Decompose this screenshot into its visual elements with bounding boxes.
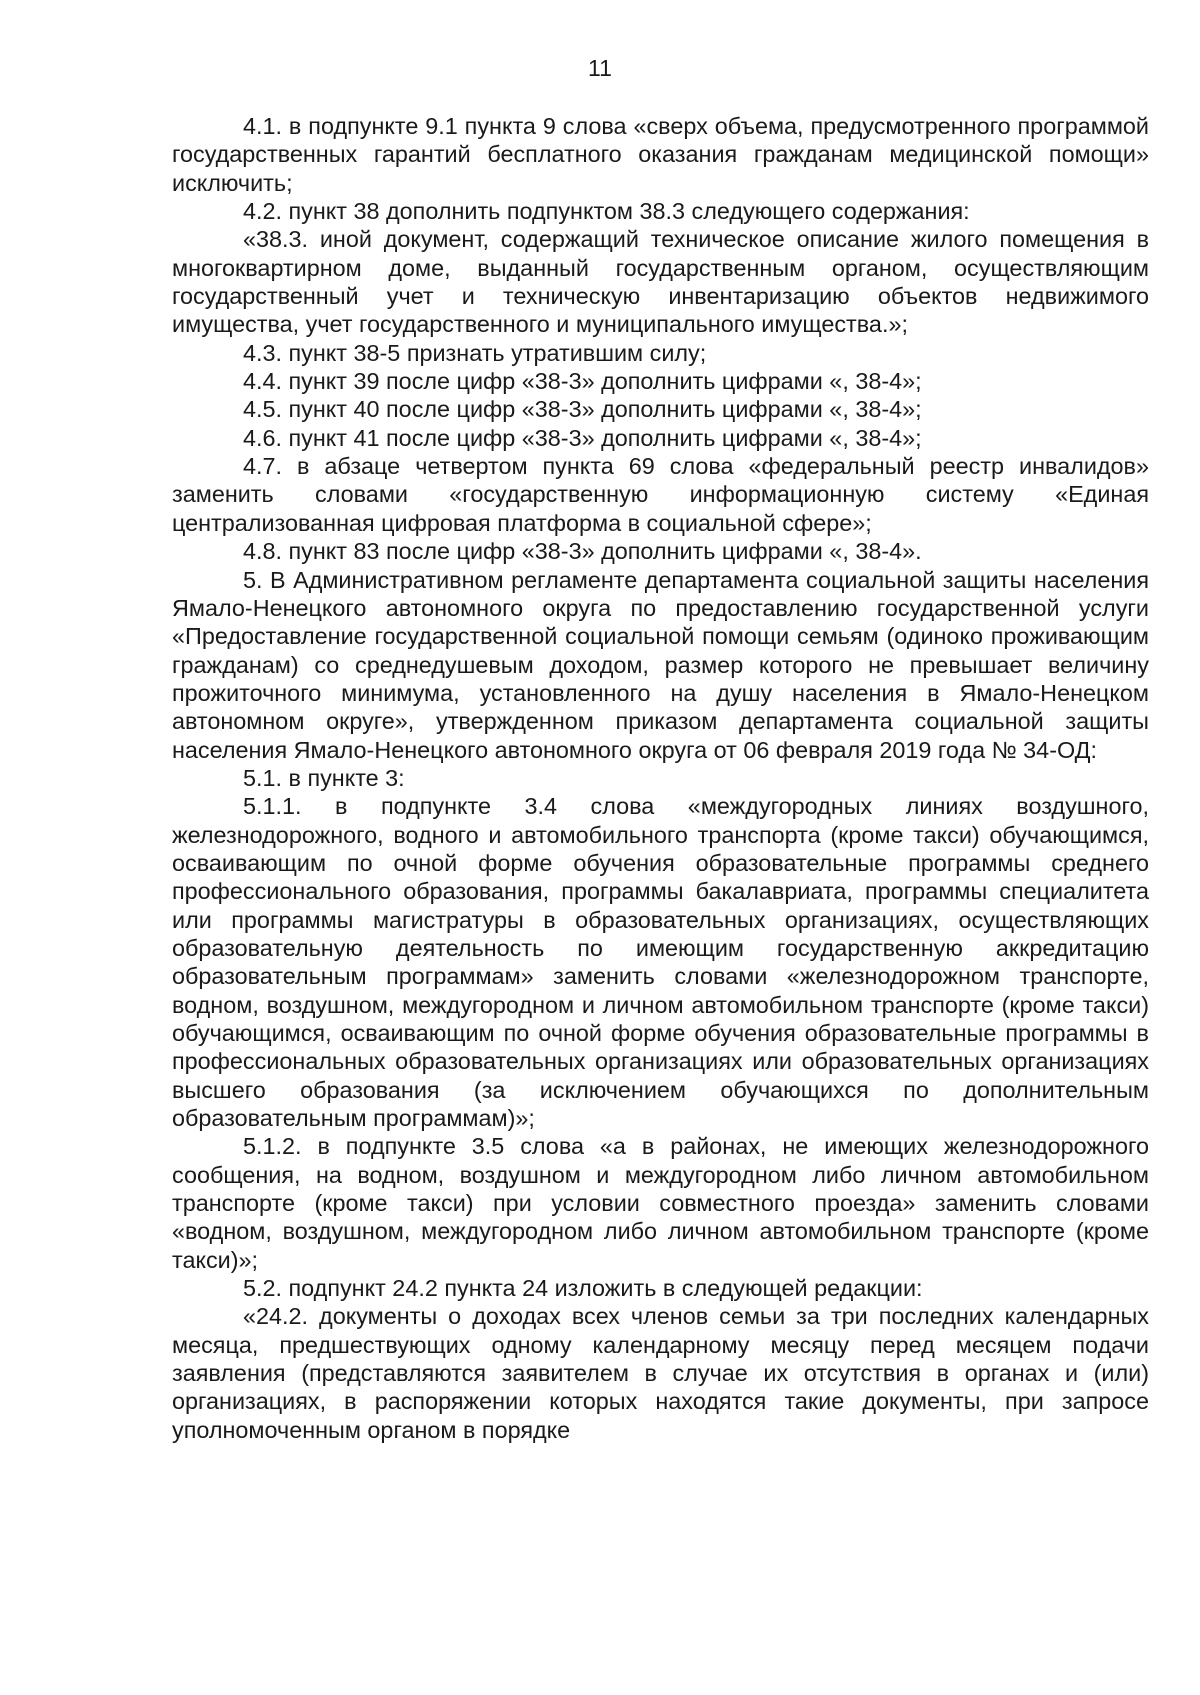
paragraph-4-3: 4.3. пункт 38-5 признать утратившим силу; [243,339,707,366]
paragraph-4-8: 4.8. пункт 83 после цифр «38-3» дополнить цифрами «, 38-4». [243,538,922,565]
paragraph-4-2: 4.2. пункт 38 дополнить подпунктом 38.3 следующего содержания: [243,198,970,225]
paragraph-24-2-quote: «24.2. документы о доходах всех членов семьи за три последних календарных месяца, предшествующих одному календарному месяцу перед месяцем подачи заявления (представляются заявителем в случае их отсутствия в органах и (или) организациях, в распоряжении которых находятся такие документы, при запросе уполномоченным органом в порядке [172,1303,1149,1443]
paragraph-4-6: 4.6. пункт 41 после цифр «38-3» дополнить цифрами «, 38-4»; [243,424,922,451]
page-number: 11 [588,55,612,81]
paragraph-5-1-2: 5.1.2. в подпункте 3.5 слова «а в районах, не имеющих железнодорожного сообщения, на водном, воздушном и междугородном либо личном автомобильном транспорте (кроме такси) при условии совместного проезда» заменить словами «водном, воздушном, междугородном либо личном автомобильном транспорте (кроме такси)»; [172,1133,1149,1273]
paragraph-5-2: 5.2. подпункт 24.2 пункта 24 изложить в следующей редакции: [243,1275,923,1302]
paragraph-5-1: 5.1. в пункте 3: [243,764,405,791]
paragraph-4-4: 4.4. пункт 39 после цифр «38-3» дополнить цифрами «, 38-4»; [243,368,922,395]
paragraph-5-1-1: 5.1.1. в подпункте 3.4 слова «междугородных линиях воздушного, железнодорожного, водного и автомобильного транспорта (кроме такси) обучающимся, осваивающим по очной форме обучения образовательные программы среднего профессионального образования, программы бакалавриата, программы специалитета или программы магистратуры в образовательных организациях, осуществляющих образовательную деятельность по имеющим государственную аккредитацию образовательным программам» заменить словами «железнодорожном транспорте, водном, воздушном, междугородном и личном автомобильном транспорте (кроме такси) обучающимся, осваивающим по очной форме обучения образовательные программы в профессиональных образовательных организациях или образовательных организациях высшего образования (за исключением обучающихся по дополнительным образовательным программам)»; [172,793,1149,1132]
paragraph-4-1: 4.1. в подпункте 9.1 пункта 9 слова «сверх объема, предусмотренного программой государственных гарантий бесплатного оказания гражданам медицинской помощи» исключить; [172,113,1149,196]
paragraph-5: 5. В Административном регламенте департамента социальной защиты населения Ямало-Ненецкого автономного округа по предоставлению государственной услуги «Предоставление государственной социальной помощи семьям (одиноко проживающим гражданам) со среднедушевым доходом, размер которого не превышает величину прожиточного минимума, установленного на душу населения в Ямало-Ненецком автономном округе», утвержденном приказом департамента социальной защиты населения Ямало-Ненецкого автономного округа от 06 февраля 2019 года № 34-ОД: [172,566,1149,763]
paragraph-4-7: 4.7. в абзаце четвертом пункта 69 слова «федеральный реестр инвалидов» заменить словами «государственную информационную систему «Единая централизованная цифровая платформа в социальной сфере»; [172,453,1149,536]
paragraph-38-3-quote: «38.3. иной документ, содержащий техническое описание жилого помещения в многоквартирном доме, выданный государственным органом, осуществляющим государственный учет и техническую инвентаризацию объектов недвижимого имущества, учет государственного и муниципального имущества.»; [172,226,1149,338]
document-body [172,112,1149,1444]
paragraph-4-5: 4.5. пункт 40 после цифр «38-3» дополнить цифрами «, 38-4»; [243,396,922,423]
